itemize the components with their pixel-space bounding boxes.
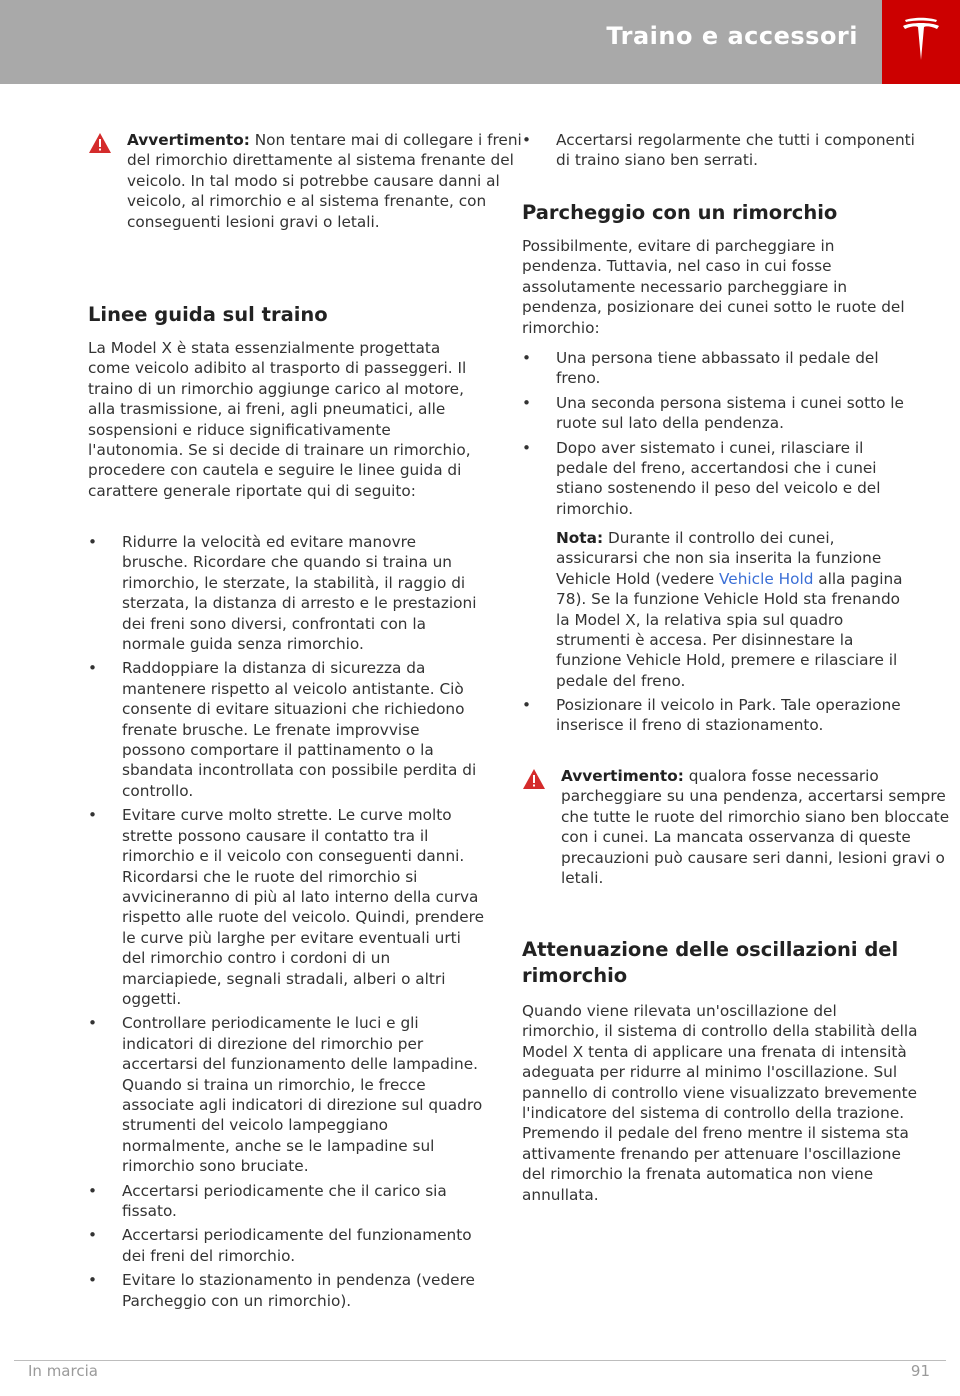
list-item: • Una seconda persona sistema i cunei sotto le ruote sul lato della pendenza. <box>522 393 918 434</box>
warning-body: qualora fosse necessario parcheggiare su una pendenza, accertarsi sempre che tutte le ruote del rimorchio siano ben bloccate con i cunei. La mancata osservanza di queste precauzioni può causare seri danni, lesioni gravi o letali. <box>561 767 950 888</box>
list-item: • Dopo aver sistemato i cunei, rilasciare il pedale del freno, accertandosi che i cunei stiano sostenendo il peso del veicolo e del rimorchio. <box>522 438 918 520</box>
list-item: • Controllare periodicamente le luci e gli indicatori di direzione del rimorchio per accertarsi del funzionamento delle lampadine. Quando si traina un rimorchio, le frecce associate agli indicatori di direzione sul quadro strumenti del veicolo lampeggiano normalmente, anche se le lampadine sul rimorchio sono bruciate. <box>88 1013 484 1176</box>
list-item: • Accertarsi regolarmente che tutti i componenti di traino siano ben serrati. <box>522 130 918 171</box>
sway-heading: Attenuazione delle oscillazioni del rimorchio <box>522 938 899 987</box>
warning-body: Non tentare mai di collegare i freni del rimorchio direttamente al sistema frenante del veicolo. In tal modo si potrebbe causare danni al veicolo, al rimorchio e al sistema frenante, con conseguenti lesioni gravi o letali. <box>127 131 522 231</box>
warning-icon <box>522 768 546 790</box>
warning-icon <box>88 132 112 154</box>
towing-guidelines-list <box>88 532 484 1315</box>
page-number: 91 <box>910 1362 930 1380</box>
note-body-after: alla pagina 78). Se la funzione Vehicle Hold sta frenando la Model X, la relativa spia sul quadro strumenti è accesa. Per disinnestare la funzione Vehicle Hold, premere e rilasciare il pedale del freno. <box>556 569 903 690</box>
parking-slope-warning <box>522 766 957 888</box>
top-bullet-list <box>522 130 918 175</box>
parking-steps-list <box>522 348 918 523</box>
park-bullet-list <box>522 695 918 740</box>
note-body-before: Durante il controllo dei cunei, assicurarsi che non sia inserita la funzione Vehicle Hold (vedere <box>556 529 882 588</box>
warning-text <box>561 766 957 888</box>
vehicle-hold-note <box>522 528 918 691</box>
warning-label: Avvertimento: <box>127 131 250 149</box>
list-item: • Raddoppiare la distanza di sicurezza da mantenere rispetto al veicolo antistante. Ciò consente di evitare situazioni che richiedono frenate brusche. Le frenate improvvise possono comportare il pattinamento o la sbandata incontrollata con possibile perdita di controllo. <box>88 658 484 801</box>
parking-heading: Parcheggio con un rimorchio <box>522 201 838 224</box>
list-item: • Evitare lo stazionamento in pendenza (vedere Parcheggio con un rimorchio). <box>88 1270 484 1311</box>
note-text <box>556 528 918 691</box>
note-label: Nota: <box>556 529 604 547</box>
list-item: • Una persona tiene abbassato il pedale del freno. <box>522 348 918 389</box>
vehicle-hold-link[interactable]: Vehicle Hold <box>719 569 814 588</box>
sway-text: Quando viene rilevata un'oscillazione del rimorchio, il sistema di controllo della stabilità della Model X tenta di applicare una frenata di intensità adeguata per ridurre al minimo l'oscillazione. Sul pannello di controllo viene visualizzato brevemente l'indicatore del sistema di controllo della trazione. Premendo il pedale del freno mentre il sistema sta attivamente frenando per attenuare l'oscillazione del rimorchio la frenata automatica non viene annullata. <box>522 1002 918 1204</box>
towing-guidelines-heading: Linee guida sul traino <box>88 303 328 326</box>
brand-logo <box>882 0 960 84</box>
page-header <box>0 0 960 84</box>
list-item: • Posizionare il veicolo in Park. Tale operazione inserisce il freno di stazionamento. <box>522 695 918 736</box>
list-item: • Accertarsi periodicamente del funzionamento dei freni del rimorchio. <box>88 1225 484 1266</box>
list-item: • Evitare curve molto strette. Le curve molto strette possono causare il contatto tra il rimorchio e il veicolo con conseguenti danni. Ricordarsi che le ruote del rimorchio si avvicineranno di più al lato interno della curva rispetto alle ruote del veicolo. Quindi, prendere le curve più larghe per evitare eventuali urti del rimorchio contro i cordoni di un marciapiede, segnali stradali, alberi o altri oggetti. <box>88 805 484 1009</box>
tow-brake-warning <box>88 130 523 232</box>
footer-section-name: In marcia <box>28 1362 98 1380</box>
parking-intro: Possibilmente, evitare di parcheggiare in pendenza. Tuttavia, nel caso in cui fosse assolutamente necessario parcheggiare in pendenza, posizionare dei cunei sotto le ruote del rimorchio: <box>522 237 905 337</box>
footer-divider <box>14 1360 946 1361</box>
towing-intro: La Model X è stata essenzialmente progettata come veicolo adibito al trasporto di passeggeri. Il traino di un rimorchio aggiunge carico al motore, alla trasmissione, ai freni, agli pneumatici, alle sospensioni e riduce significativamente l'autonomia. Se si decide di trainare un rimorchio, procedere con cautela e seguire le linee guida di carattere generale riportate qui di seguito: <box>88 339 471 500</box>
list-item: • Ridurre la velocità ed evitare manovre brusche. Ricordare che quando si traina un rimorchio, le sterzate, la stabilità, il raggio di sterzata, la distanza di arresto e le prestazioni dei freni sono diversi, confrontati con la normale guida senza rimorchio. <box>88 532 484 654</box>
section-title: Traino e accessori <box>606 22 858 50</box>
warning-label: Avvertimento: <box>561 767 684 785</box>
warning-text <box>127 130 523 232</box>
list-item: • Accertarsi periodicamente che il carico sia fissato. <box>88 1181 484 1222</box>
tesla-logo-icon <box>900 16 942 68</box>
